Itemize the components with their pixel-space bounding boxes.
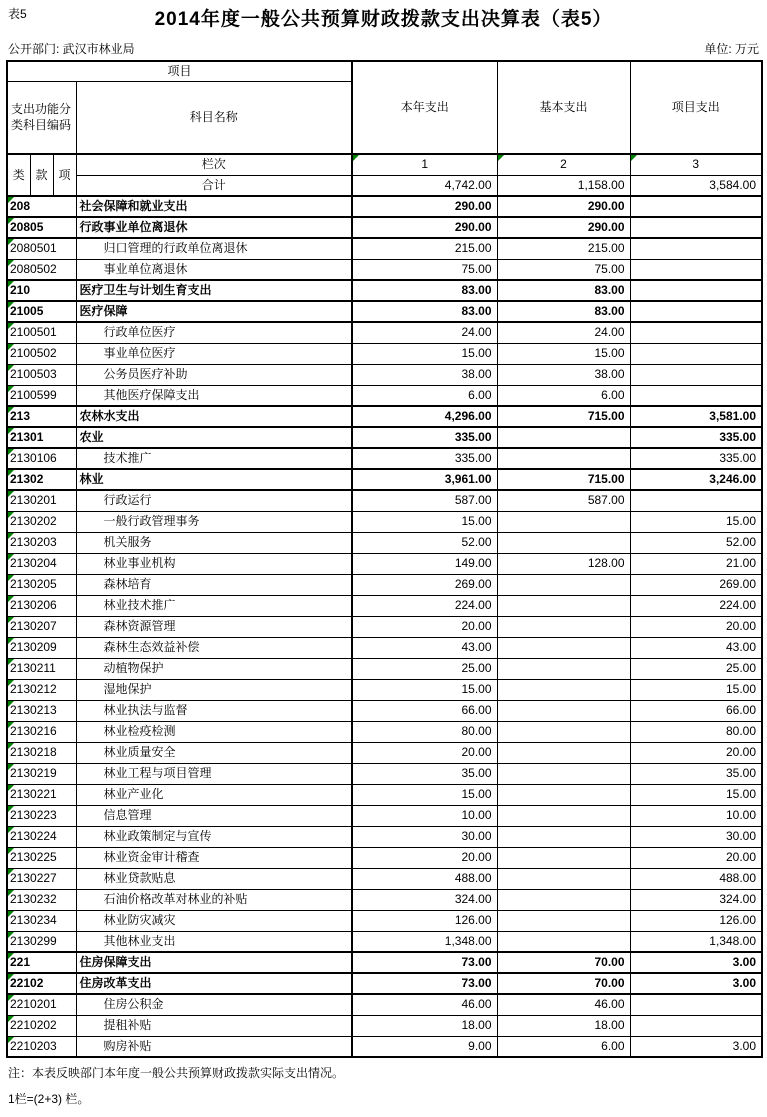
table-row <box>7 385 762 406</box>
subject-cell: 农业 <box>76 427 352 448</box>
project-cell: 126.00 <box>630 910 762 931</box>
project-cell <box>630 994 762 1015</box>
current-year-cell: 290.00 <box>352 217 497 238</box>
table-row <box>7 889 762 910</box>
project-cell <box>630 280 762 301</box>
code-cell: 21301 <box>7 427 76 448</box>
code-cell: 2080501 <box>7 238 76 259</box>
current-year-cell: 269.00 <box>352 574 497 595</box>
current-year-cell: 15.00 <box>352 679 497 700</box>
current-year-cell: 20.00 <box>352 742 497 763</box>
total-current-year-cell: 4,742.00 <box>352 175 497 196</box>
subject-cell: 林业产业化 <box>76 784 352 805</box>
project-cell <box>630 364 762 385</box>
current-year-cell: 25.00 <box>352 658 497 679</box>
current-year-cell: 73.00 <box>352 973 497 994</box>
current-year-cell: 335.00 <box>352 448 497 469</box>
basic-cell <box>497 532 630 553</box>
table-row <box>7 952 762 973</box>
project-cell: 3,246.00 <box>630 469 762 490</box>
lanci-label-cell: 栏次 <box>76 154 352 175</box>
current-year-cell: 1,348.00 <box>352 931 497 952</box>
basic-cell <box>497 805 630 826</box>
code-cell: 2130232 <box>7 889 76 910</box>
code-cell: 2210203 <box>7 1036 76 1057</box>
subject-cell: 医疗卫生与计划生育支出 <box>76 280 352 301</box>
current-year-cell: 20.00 <box>352 847 497 868</box>
table-row <box>7 406 762 427</box>
basic-cell: 6.00 <box>497 385 630 406</box>
table-row <box>7 826 762 847</box>
table-row <box>7 805 762 826</box>
current-year-cell: 35.00 <box>352 763 497 784</box>
table-row <box>7 658 762 679</box>
page-title: 2014年度一般公共预算财政拨款支出决算表（表5） <box>154 9 613 30</box>
current-year-cell: 80.00 <box>352 721 497 742</box>
table-row <box>7 742 762 763</box>
basic-cell <box>497 511 630 532</box>
code-cell: 2130202 <box>7 511 76 532</box>
current-year-header-cell: 本年支出 <box>352 61 497 154</box>
table-row <box>7 448 762 469</box>
project-cell: 30.00 <box>630 826 762 847</box>
code-cell: 2130234 <box>7 910 76 931</box>
basic-cell <box>497 616 630 637</box>
subject-cell: 林业质量安全 <box>76 742 352 763</box>
current-year-cell: 587.00 <box>352 490 497 511</box>
project-cell: 15.00 <box>630 679 762 700</box>
budget-table <box>6 60 763 1058</box>
column-number-1-cell: 1 <box>352 154 497 175</box>
table-row <box>7 217 762 238</box>
current-year-cell: 18.00 <box>352 1015 497 1036</box>
project-cell: 10.00 <box>630 805 762 826</box>
table-row <box>7 721 762 742</box>
subject-cell: 动植物保护 <box>76 658 352 679</box>
code-cell: 2130223 <box>7 805 76 826</box>
section-header-cell: 款 <box>30 154 53 196</box>
table-row <box>7 679 762 700</box>
current-year-cell: 3,961.00 <box>352 469 497 490</box>
table-row <box>7 847 762 868</box>
code-cell: 22102 <box>7 973 76 994</box>
code-cell: 2130106 <box>7 448 76 469</box>
project-cell: 324.00 <box>630 889 762 910</box>
project-cell: 3.00 <box>630 1036 762 1057</box>
subject-cell: 林业工程与项目管理 <box>76 763 352 784</box>
subject-name-header-cell: 科目名称 <box>76 81 352 154</box>
basic-cell: 46.00 <box>497 994 630 1015</box>
subject-cell: 一般行政管理事务 <box>76 511 352 532</box>
subheader <box>0 40 767 57</box>
basic-cell: 70.00 <box>497 973 630 994</box>
subject-cell: 林业执法与监督 <box>76 700 352 721</box>
subject-cell: 行政事业单位离退休 <box>76 217 352 238</box>
table-row <box>7 511 762 532</box>
subject-cell: 住房公积金 <box>76 994 352 1015</box>
basic-cell: 6.00 <box>497 1036 630 1057</box>
code-cell: 2130219 <box>7 763 76 784</box>
project-cell: 43.00 <box>630 637 762 658</box>
code-cell: 2130209 <box>7 637 76 658</box>
subject-cell: 林业政策制定与宣传 <box>76 826 352 847</box>
corner-label: 表5 <box>8 7 27 21</box>
basic-cell: 15.00 <box>497 343 630 364</box>
current-year-cell: 73.00 <box>352 952 497 973</box>
code-cell: 2130204 <box>7 553 76 574</box>
table-body <box>7 196 762 1057</box>
table-row <box>7 280 762 301</box>
subject-cell: 提租补贴 <box>76 1015 352 1036</box>
basic-header-cell: 基本支出 <box>497 61 630 154</box>
current-year-cell: 15.00 <box>352 511 497 532</box>
basic-cell: 24.00 <box>497 322 630 343</box>
current-year-cell: 335.00 <box>352 427 497 448</box>
code-cell: 2130201 <box>7 490 76 511</box>
current-year-cell: 66.00 <box>352 700 497 721</box>
subject-cell: 农林水支出 <box>76 406 352 427</box>
code-cell: 2100501 <box>7 322 76 343</box>
project-cell: 21.00 <box>630 553 762 574</box>
current-year-cell: 126.00 <box>352 910 497 931</box>
basic-cell <box>497 721 630 742</box>
table-row <box>7 343 762 364</box>
subject-cell: 购房补贴 <box>76 1036 352 1057</box>
project-cell: 15.00 <box>630 511 762 532</box>
project-cell <box>630 259 762 280</box>
table-row <box>7 784 762 805</box>
table-row <box>7 763 762 784</box>
project-cell: 1,348.00 <box>630 931 762 952</box>
current-year-cell: 149.00 <box>352 553 497 574</box>
table-row <box>7 490 762 511</box>
table-row <box>7 973 762 994</box>
current-year-cell: 83.00 <box>352 301 497 322</box>
subject-cell: 森林生态效益补偿 <box>76 637 352 658</box>
basic-cell <box>497 595 630 616</box>
project-cell <box>630 1015 762 1036</box>
subject-cell: 医疗保障 <box>76 301 352 322</box>
project-cell: 269.00 <box>630 574 762 595</box>
table-row <box>7 1036 762 1057</box>
basic-cell: 715.00 <box>497 406 630 427</box>
basic-cell <box>497 448 630 469</box>
basic-cell: 38.00 <box>497 364 630 385</box>
project-cell <box>630 217 762 238</box>
current-year-cell: 224.00 <box>352 595 497 616</box>
class-header-cell: 类 <box>7 154 30 196</box>
subject-cell: 林业事业机构 <box>76 553 352 574</box>
table-row <box>7 553 762 574</box>
table-row <box>7 994 762 1015</box>
project-cell: 488.00 <box>630 868 762 889</box>
footnote-2: 1栏=(2+3) 栏。 <box>8 1092 90 1106</box>
code-cell: 2210201 <box>7 994 76 1015</box>
total-row <box>7 175 762 196</box>
project-cell: 35.00 <box>630 763 762 784</box>
subject-cell: 事业单位医疗 <box>76 343 352 364</box>
unit-label: 单位: 万元 <box>704 42 759 56</box>
project-cell: 335.00 <box>630 448 762 469</box>
subject-cell: 林业检疫检测 <box>76 721 352 742</box>
code-group-header-cell: 支出功能分类科目编码 <box>7 81 76 154</box>
table-row <box>7 532 762 553</box>
project-cell <box>630 322 762 343</box>
basic-cell: 215.00 <box>497 238 630 259</box>
subject-cell: 林业贷款贴息 <box>76 868 352 889</box>
code-cell: 21302 <box>7 469 76 490</box>
project-cell: 25.00 <box>630 658 762 679</box>
current-year-cell: 75.00 <box>352 259 497 280</box>
subject-cell: 事业单位离退休 <box>76 259 352 280</box>
current-year-cell: 4,296.00 <box>352 406 497 427</box>
current-year-cell: 6.00 <box>352 385 497 406</box>
basic-cell <box>497 679 630 700</box>
current-year-cell: 9.00 <box>352 1036 497 1057</box>
basic-cell <box>497 826 630 847</box>
project-exp-header-cell: 项目支出 <box>630 61 762 154</box>
subject-cell: 归口管理的行政单位离退休 <box>76 238 352 259</box>
subject-cell: 行政运行 <box>76 490 352 511</box>
basic-cell <box>497 763 630 784</box>
basic-cell: 290.00 <box>497 196 630 217</box>
subject-cell: 住房保障支出 <box>76 952 352 973</box>
basic-cell <box>497 700 630 721</box>
code-cell: 213 <box>7 406 76 427</box>
project-cell: 20.00 <box>630 847 762 868</box>
subject-cell: 其他林业支出 <box>76 931 352 952</box>
basic-cell: 70.00 <box>497 952 630 973</box>
table-row <box>7 196 762 217</box>
current-year-cell: 15.00 <box>352 343 497 364</box>
subject-cell: 住房改革支出 <box>76 973 352 994</box>
total-label-cell: 合计 <box>76 175 352 196</box>
basic-cell <box>497 889 630 910</box>
basic-cell: 587.00 <box>497 490 630 511</box>
table-row <box>7 427 762 448</box>
footnotes <box>8 1064 767 1107</box>
current-year-cell: 30.00 <box>352 826 497 847</box>
current-year-cell: 290.00 <box>352 196 497 217</box>
subject-cell: 技术推广 <box>76 448 352 469</box>
project-cell: 52.00 <box>630 532 762 553</box>
basic-cell: 83.00 <box>497 280 630 301</box>
project-cell: 80.00 <box>630 721 762 742</box>
table-row <box>7 322 762 343</box>
project-cell: 224.00 <box>630 595 762 616</box>
subject-cell: 行政单位医疗 <box>76 322 352 343</box>
basic-cell: 75.00 <box>497 259 630 280</box>
basic-cell <box>497 658 630 679</box>
code-cell: 2130206 <box>7 595 76 616</box>
table-row <box>7 616 762 637</box>
code-cell: 2130225 <box>7 847 76 868</box>
column-number-2-cell: 2 <box>497 154 630 175</box>
table-row <box>7 364 762 385</box>
current-year-cell: 43.00 <box>352 637 497 658</box>
project-cell <box>630 196 762 217</box>
code-cell: 2130205 <box>7 574 76 595</box>
code-cell: 2210202 <box>7 1015 76 1036</box>
project-cell: 20.00 <box>630 616 762 637</box>
project-cell: 3,581.00 <box>630 406 762 427</box>
basic-cell <box>497 637 630 658</box>
project-cell <box>630 343 762 364</box>
current-year-cell: 488.00 <box>352 868 497 889</box>
table-row <box>7 868 762 889</box>
footnote-1: 注：本表反映部门本年度一般公共预算财政拨款实际支出情况。 <box>8 1066 345 1080</box>
code-cell: 21005 <box>7 301 76 322</box>
basic-cell <box>497 847 630 868</box>
project-cell: 20.00 <box>630 742 762 763</box>
current-year-cell: 215.00 <box>352 238 497 259</box>
basic-cell <box>497 742 630 763</box>
project-cell <box>630 490 762 511</box>
code-cell: 2100502 <box>7 343 76 364</box>
subject-cell: 公务员医疗补助 <box>76 364 352 385</box>
current-year-cell: 10.00 <box>352 805 497 826</box>
department-label: 公开部门: 武汉市林业局 <box>8 42 135 56</box>
table-row <box>7 910 762 931</box>
table-row <box>7 238 762 259</box>
subject-cell: 其他医疗保障支出 <box>76 385 352 406</box>
project-cell <box>630 238 762 259</box>
subject-cell: 林业技术推广 <box>76 595 352 616</box>
basic-cell <box>497 910 630 931</box>
item-header-cell: 项 <box>53 154 76 196</box>
total-project-cell: 3,584.00 <box>630 175 762 196</box>
current-year-cell: 20.00 <box>352 616 497 637</box>
basic-cell: 290.00 <box>497 217 630 238</box>
table-row <box>7 259 762 280</box>
code-cell: 2130213 <box>7 700 76 721</box>
code-cell: 221 <box>7 952 76 973</box>
table-row <box>7 469 762 490</box>
code-cell: 2080502 <box>7 259 76 280</box>
basic-cell <box>497 427 630 448</box>
code-cell: 210 <box>7 280 76 301</box>
basic-cell: 18.00 <box>497 1015 630 1036</box>
code-cell: 2100599 <box>7 385 76 406</box>
subject-cell: 石油价格改革对林业的补贴 <box>76 889 352 910</box>
subject-cell: 湿地保护 <box>76 679 352 700</box>
current-year-cell: 38.00 <box>352 364 497 385</box>
header-row-lanci <box>7 154 762 175</box>
basic-cell <box>497 574 630 595</box>
subject-cell: 森林培育 <box>76 574 352 595</box>
table-row <box>7 931 762 952</box>
subject-cell: 信息管理 <box>76 805 352 826</box>
header-row-project <box>7 61 762 81</box>
basic-cell <box>497 931 630 952</box>
subject-cell: 森林资源管理 <box>76 616 352 637</box>
basic-cell <box>497 868 630 889</box>
project-cell <box>630 301 762 322</box>
current-year-cell: 324.00 <box>352 889 497 910</box>
subject-cell: 机关服务 <box>76 532 352 553</box>
subject-cell: 社会保障和就业支出 <box>76 196 352 217</box>
project-cell <box>630 385 762 406</box>
code-cell: 208 <box>7 196 76 217</box>
code-cell: 2130207 <box>7 616 76 637</box>
table-row <box>7 595 762 616</box>
table-row <box>7 301 762 322</box>
project-cell: 3.00 <box>630 952 762 973</box>
table-row <box>7 637 762 658</box>
basic-cell: 128.00 <box>497 553 630 574</box>
code-cell: 2100503 <box>7 364 76 385</box>
project-cell: 66.00 <box>630 700 762 721</box>
code-cell: 2130218 <box>7 742 76 763</box>
code-cell: 20805 <box>7 217 76 238</box>
total-basic-cell: 1,158.00 <box>497 175 630 196</box>
current-year-cell: 83.00 <box>352 280 497 301</box>
current-year-cell: 24.00 <box>352 322 497 343</box>
current-year-cell: 46.00 <box>352 994 497 1015</box>
basic-cell: 715.00 <box>497 469 630 490</box>
code-cell: 2130224 <box>7 826 76 847</box>
column-number-3-cell: 3 <box>630 154 762 175</box>
table-row <box>7 1015 762 1036</box>
code-cell: 2130221 <box>7 784 76 805</box>
table-row <box>7 700 762 721</box>
code-cell: 2130216 <box>7 721 76 742</box>
subject-cell: 林业资金审计稽查 <box>76 847 352 868</box>
code-cell: 2130203 <box>7 532 76 553</box>
subject-cell: 林业防灾减灾 <box>76 910 352 931</box>
current-year-cell: 15.00 <box>352 784 497 805</box>
table-row <box>7 574 762 595</box>
current-year-cell: 52.00 <box>352 532 497 553</box>
project-cell: 3.00 <box>630 973 762 994</box>
code-cell: 2130212 <box>7 679 76 700</box>
basic-cell <box>497 784 630 805</box>
code-cell: 2130227 <box>7 868 76 889</box>
project-cell: 15.00 <box>630 784 762 805</box>
basic-cell: 83.00 <box>497 301 630 322</box>
subject-cell: 林业 <box>76 469 352 490</box>
project-cell: 335.00 <box>630 427 762 448</box>
code-cell: 2130211 <box>7 658 76 679</box>
project-header-cell: 项目 <box>7 61 352 81</box>
code-cell: 2130299 <box>7 931 76 952</box>
